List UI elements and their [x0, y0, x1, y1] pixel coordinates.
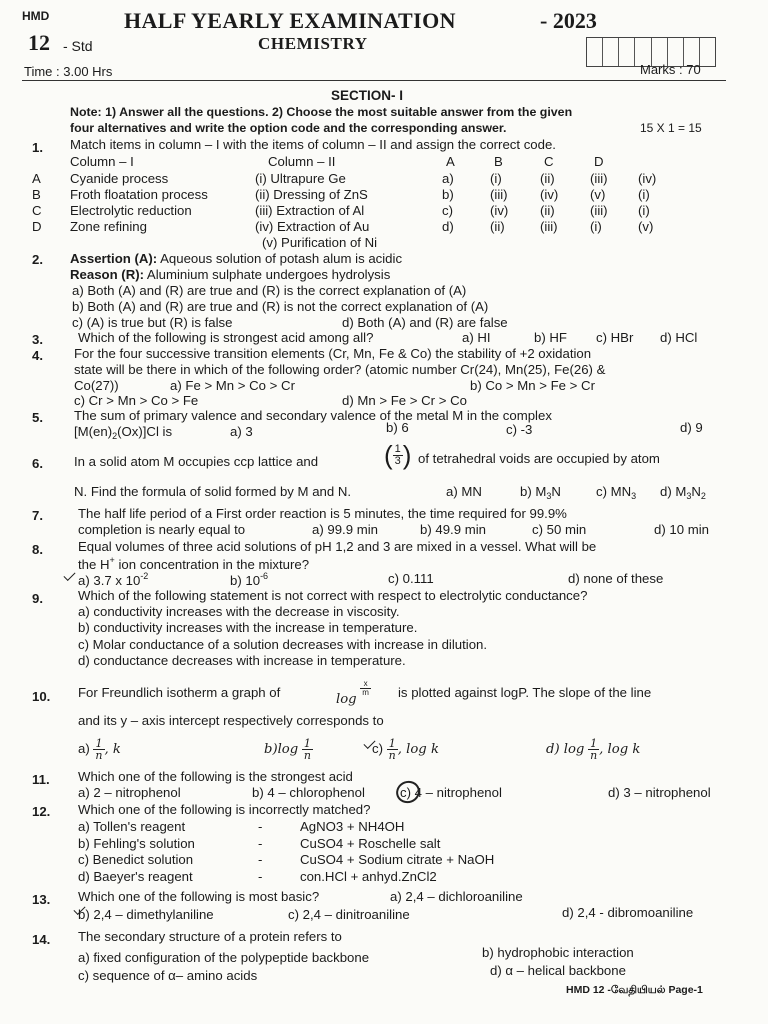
- q14-option-c: c) sequence of α– amino acids: [78, 968, 258, 983]
- q7-number: 7.: [32, 508, 43, 523]
- page-footer: HMD 12 -வேதியியல் Page-1: [566, 984, 703, 996]
- q6-fraction: ( $\frac{1}{3}$ ): [384, 440, 412, 470]
- q8-option-b: b) $10^{-6}$: [230, 571, 269, 588]
- q6-option-d: d) $M_3N_2$: [660, 484, 706, 501]
- q1-row-key: C: [32, 203, 42, 218]
- q1-row-code: (iv): [490, 203, 509, 218]
- q1-row-col1: Electrolytic reduction: [70, 203, 192, 218]
- subject-title: CHEMISTRY: [258, 34, 368, 53]
- q14-option-d: d) α – helical backbone: [490, 963, 626, 978]
- q1-row-col1: Cyanide process: [70, 171, 169, 186]
- q1-col2-head: Column – II: [268, 154, 336, 169]
- q12-row-left: d) Baeyer's reagent: [78, 869, 193, 884]
- q3-number: 3.: [32, 332, 43, 347]
- q6-text-post: of tetrahedral voids are occupied by atom: [418, 451, 660, 466]
- q6-line-2: N. Find the formula of solid formed by M and N.: [74, 484, 352, 499]
- q2-option-a: a) Both (A) and (R) are true and (R) is the correct explanation of (A): [72, 283, 467, 298]
- q8-number: 8.: [32, 542, 43, 557]
- q3-text: Which of the following is strongest acid among all?: [78, 330, 374, 345]
- q12-number: 12.: [32, 804, 51, 819]
- q4-option-c: c) Cr > Mn > Co > Fe: [74, 393, 199, 408]
- q7-option-d: d) 10 min: [654, 522, 709, 537]
- q1-row-code: (i): [638, 187, 650, 202]
- note-score: 15 X 1 = 15: [640, 121, 702, 135]
- q1-row-code: (i): [590, 219, 602, 234]
- q12-row-right: CuSO4 + Sodium citrate + NaOH: [300, 852, 495, 867]
- q1-row-code: (v): [590, 187, 606, 202]
- q4-line-1: For the four successive transition elements (Cr, Mn, Fe & Co) the stability of +2 oxidation: [74, 346, 592, 361]
- q2-option-b: b) Both (A) and (R) are true and (R) is not the correct explanation of (A): [72, 299, 489, 314]
- q1-row-option: a): [442, 171, 454, 186]
- q10-line-2: and its y – axis intercept respectively corresponds to: [78, 713, 384, 728]
- q9-option-c: c) Molar conductance of a solution decreases with increase in dilution.: [78, 637, 488, 652]
- q1-text: Match items in column – I with the items of column – II and assign the correct code.: [70, 137, 556, 152]
- q2-number: 2.: [32, 252, 43, 267]
- q5-option-c: c) -3: [506, 422, 533, 437]
- q1-row-code: (iii): [590, 203, 608, 218]
- q11-text: Which one of the following is the strongest acid: [78, 769, 353, 784]
- q1-row-col2: (i) Ultrapure Ge: [255, 171, 346, 186]
- q5-option-b: b) 6: [386, 420, 409, 435]
- q10-option-b: b)log $\frac{1}{n}$: [264, 737, 311, 762]
- q7-option-a: a) 99.9 min: [312, 522, 378, 537]
- q1-row-col2: (ii) Dressing of ZnS: [255, 187, 368, 202]
- q1-extra-item: (v) Purification of Ni: [262, 235, 378, 250]
- q1-code-head-d: D: [594, 154, 604, 169]
- q1-row-col1: Froth floatation process: [70, 187, 208, 202]
- q4-number: 4.: [32, 348, 43, 363]
- std-number: 12: [28, 30, 50, 55]
- q14-option-b: b) hydrophobic interaction: [482, 945, 634, 960]
- note-line-1: Note: 1) Answer all the questions. 2) Choose the most suitable answer from the given: [70, 105, 573, 119]
- q1-number: 1.: [32, 140, 43, 155]
- q1-row-key: D: [32, 219, 42, 234]
- q1-row-option: b): [442, 187, 454, 202]
- q1-row-col1: Zone refining: [70, 219, 147, 234]
- q1-row-code: (iii): [540, 219, 558, 234]
- q8-option-a: a) 3.7 x $10^{-2}$: [78, 571, 149, 588]
- q9-option-b: b) conductivity increases with the increase in temperature.: [78, 620, 418, 635]
- q1-row-code: (iii): [490, 187, 508, 202]
- q10-option-d: d) log $\frac{1}{n}$ , log k: [546, 737, 641, 762]
- q2-reason: Reason (R): Aluminium sulphate undergoes hydrolysis: [70, 267, 391, 282]
- q10-number: 10.: [32, 689, 51, 704]
- q8-line-2: the H+ ion concentration in the mixture?: [78, 555, 310, 572]
- q3-option-a: a) HI: [462, 330, 491, 345]
- q7-line-2: completion is nearly equal to: [78, 522, 246, 537]
- q10-option-c: c) $\frac{1}{n}$ , log k: [372, 737, 439, 762]
- q5-option-d: d) 9: [680, 420, 703, 435]
- q12-row-left: c) Benedict solution: [78, 852, 194, 867]
- q12-text: Which one of the following is incorrectly matched?: [78, 802, 371, 817]
- q5-number: 5.: [32, 410, 43, 425]
- q13-text: Which one of the following is most basic?: [78, 889, 320, 904]
- q6-number: 6.: [32, 456, 43, 471]
- q4-line-2: state will be there in which of the following order? (atomic number Cr(24), Mn(25), Fe(26) &: [74, 362, 606, 377]
- q7-line-1: The half life period of a First order reaction is 5 minutes, the time required for 99.9%: [78, 506, 567, 521]
- q11-option-c: c) 4 – nitrophenol: [400, 785, 502, 800]
- q8-option-c: c) 0.111: [388, 571, 434, 586]
- q1-code-head-c: C: [544, 154, 554, 169]
- q1-row-option: c): [442, 203, 453, 218]
- q13-option-b: b) 2,4 – dimethylaniline: [78, 907, 214, 922]
- q4-option-b: b) Co > Mn > Fe > Cr: [470, 378, 595, 393]
- q6-option-b: b) $M_3N$: [520, 484, 561, 501]
- q4-option-d: d) Mn > Fe > Cr > Co: [342, 393, 467, 408]
- q10-option-a: a) $\frac{1}{n}$ , k: [78, 737, 121, 762]
- q1-row-code: (ii): [540, 171, 555, 186]
- exam-year: - 2023: [540, 8, 597, 33]
- q12-row-left: b) Fehling's solution: [78, 836, 195, 851]
- q4-option-a: a) Fe > Mn > Co > Cr: [170, 378, 295, 393]
- q1-row-code: (iii): [590, 171, 608, 186]
- q7-option-c: c) 50 min: [532, 522, 587, 537]
- q10-text-pre: For Freundlich isotherm a graph of: [78, 685, 281, 700]
- q6-text-pre: In a solid atom M occupies ccp lattice and: [74, 454, 319, 469]
- q10-log-x-by-m: log $\frac{x}{m}$: [336, 679, 369, 707]
- q13-option-d: d) 2,4 - dibromoaniline: [562, 905, 694, 920]
- q14-number: 14.: [32, 932, 51, 947]
- school-code: HMD: [22, 9, 50, 23]
- q1-row-code: (ii): [540, 203, 555, 218]
- q1-row-code: (iv): [638, 171, 657, 186]
- q14-option-a: a) fixed configuration of the polypeptide backbone: [78, 950, 370, 965]
- q12-row-right: CuSO4 + Roschelle salt: [300, 836, 441, 851]
- q8-line-1: Equal volumes of three acid solutions of pH 1,2 and 3 are mixed in a vessel. What will be: [78, 539, 597, 554]
- q9-option-a: a) conductivity increases with the decrease in viscosity.: [78, 604, 400, 619]
- q1-row-code: (iv): [540, 187, 559, 202]
- q11-option-b: b) 4 – chlorophenol: [252, 785, 365, 800]
- q3-option-b: b) HF: [534, 330, 567, 345]
- time-allowed: Time : 3.00 Hrs: [24, 64, 113, 79]
- q12-row-dash: -: [258, 836, 263, 851]
- q12-row-left: a) Tollen's reagent: [78, 819, 186, 834]
- q1-row-option: d): [442, 219, 454, 234]
- q11-number: 11.: [32, 772, 50, 787]
- q11-option-a: a) 2 – nitrophenol: [78, 785, 181, 800]
- q12-row-right: con.HCl + anhyd.ZnCl2: [300, 869, 437, 884]
- q13-number: 13.: [32, 892, 51, 907]
- q1-code-head-b: B: [494, 154, 503, 169]
- q6-option-c: c) $MN_3$: [596, 484, 637, 501]
- q4-line-3: Co(27)): [74, 378, 119, 393]
- q3-option-d: d) HCl: [660, 330, 698, 345]
- q5-complex: $[M(en)_2(Ox)]Cl$ is: [74, 424, 173, 441]
- note-line-2: four alternatives and write the option code and the corresponding answer.: [70, 121, 507, 135]
- q14-text: The secondary structure of a protein refers to: [78, 929, 342, 944]
- q9-option-d: d) conductance decreases with increase in temperature.: [78, 653, 406, 668]
- q12-row-dash: -: [258, 819, 263, 834]
- q1-row-key: B: [32, 187, 41, 202]
- q9-number: 9.: [32, 591, 43, 606]
- q8-option-d: d) none of these: [568, 571, 664, 586]
- q13-option-a: a) 2,4 – dichloroaniline: [390, 889, 523, 904]
- q1-row-col2: (iii) Extraction of Al: [255, 203, 365, 218]
- q13-option-c: c) 2,4 – dinitroaniline: [288, 907, 410, 922]
- answer-tick-mark: [63, 569, 75, 581]
- exam-title: HALF YEARLY EXAMINATION: [124, 8, 456, 33]
- q2-option-d: d) Both (A) and (R) are false: [342, 315, 508, 330]
- q12-row-dash: -: [258, 869, 263, 884]
- max-marks: Marks : 70: [640, 62, 701, 77]
- q2-option-c: c) (A) is true but (R) is false: [72, 315, 233, 330]
- q1-col1-head: Column – I: [70, 154, 134, 169]
- answer-circle-mark: [393, 778, 423, 807]
- q9-text: Which of the following statement is not correct with respect to electrolytic conductance?: [78, 588, 588, 603]
- std-label: - Std: [63, 38, 93, 54]
- q2-assertion: Assertion (A): Aqueous solution of potash alum is acidic: [70, 251, 403, 266]
- q11-option-d: d) 3 – nitrophenol: [608, 785, 711, 800]
- q1-row-code: (ii): [490, 219, 505, 234]
- q12-row-dash: -: [258, 852, 263, 867]
- q1-row-key: A: [32, 171, 41, 186]
- q1-row-code: (v): [638, 219, 654, 234]
- q5-line-1: The sum of primary valence and secondary valence of the metal M in the complex: [74, 408, 552, 423]
- q5-option-a: a) 3: [230, 424, 253, 439]
- q1-code-head-a: A: [446, 154, 455, 169]
- q10-text-post: is plotted against logP. The slope of the line: [398, 685, 652, 700]
- q3-option-c: c) HBr: [596, 330, 634, 345]
- q6-option-a: a) MN: [446, 484, 482, 499]
- section-title: SECTION- I: [331, 88, 404, 103]
- header-divider: [22, 80, 726, 81]
- q1-row-col2: (iv) Extraction of Au: [255, 219, 370, 234]
- q7-option-b: b) 49.9 min: [420, 522, 486, 537]
- q12-row-right: AgNO3 + NH4OH: [300, 819, 405, 834]
- q1-row-code: (i): [490, 171, 502, 186]
- q1-row-code: (i): [638, 203, 650, 218]
